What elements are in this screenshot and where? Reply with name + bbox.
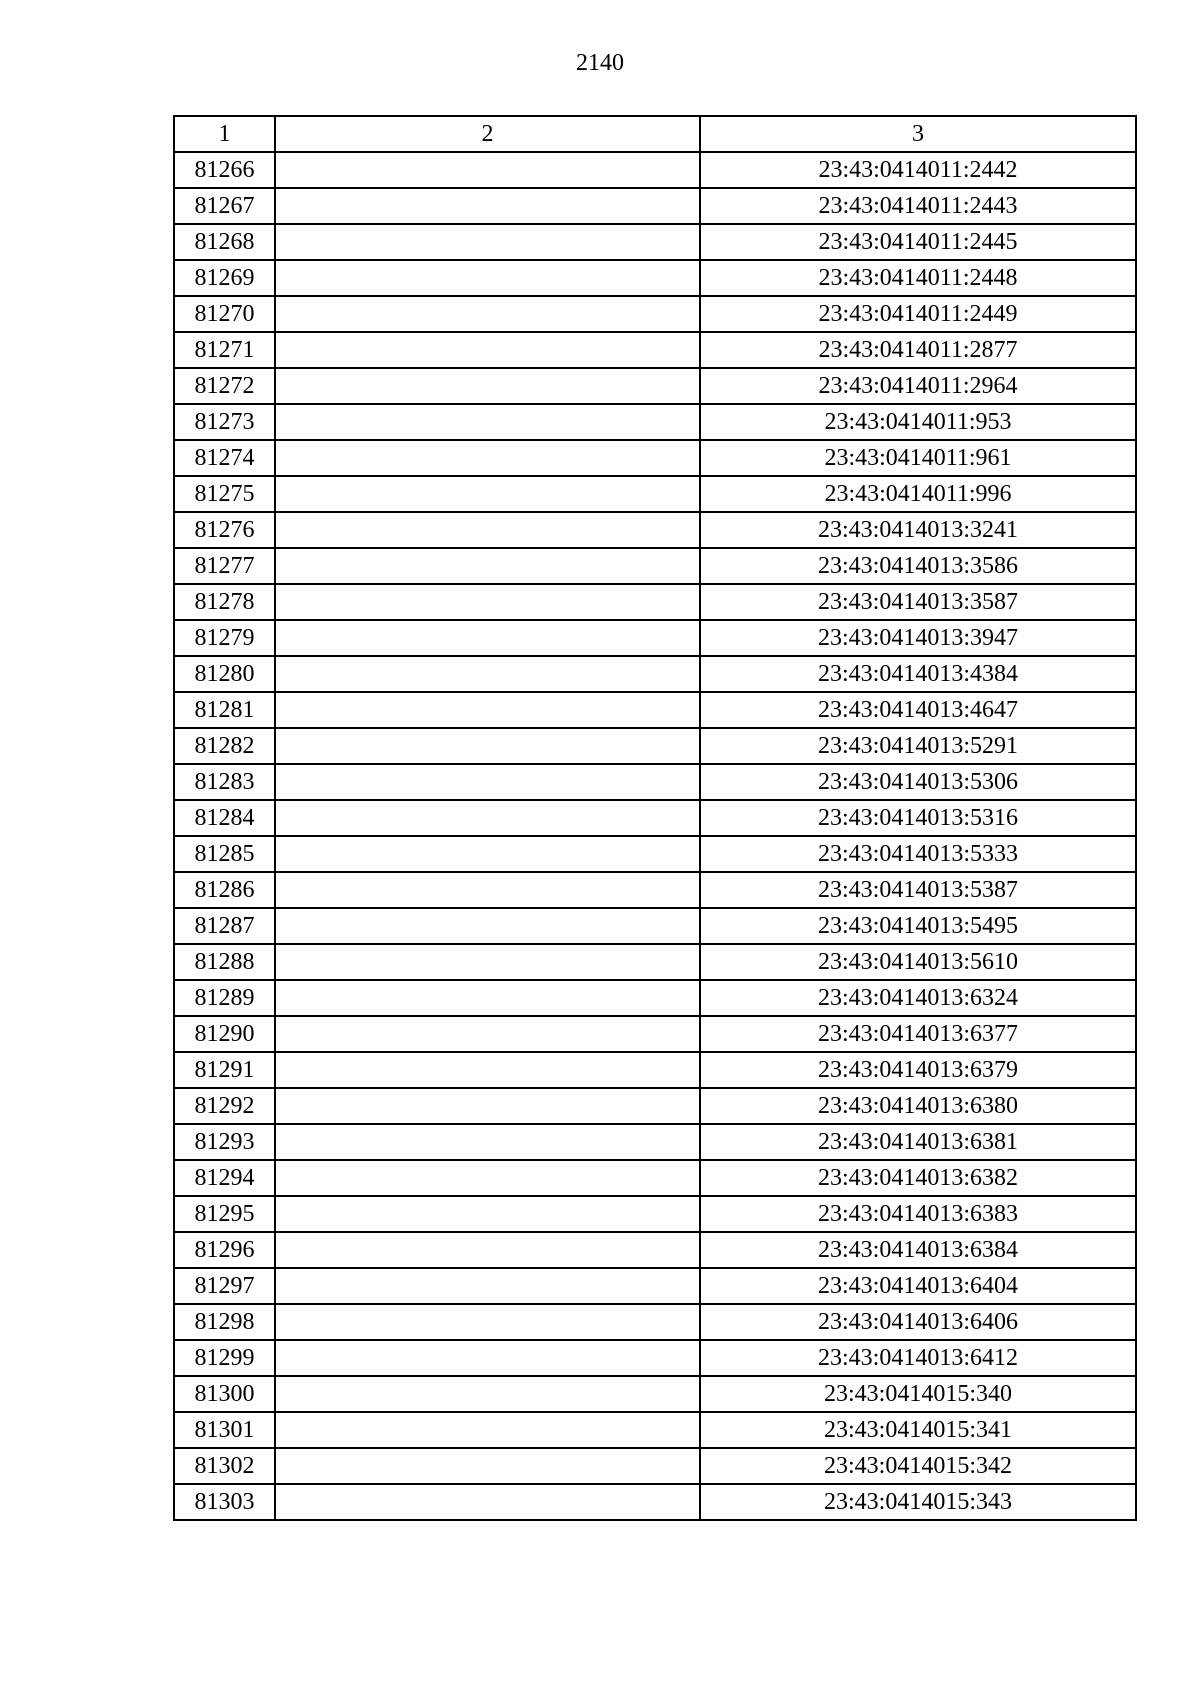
table-row bbox=[174, 1268, 1136, 1304]
cadastral-number-cell: 23:43:0414013:5610 bbox=[700, 944, 1136, 980]
description-cell bbox=[275, 584, 700, 620]
description-cell bbox=[275, 404, 700, 440]
row-number-cell: 81296 bbox=[174, 1232, 275, 1268]
table-row bbox=[174, 1340, 1136, 1376]
cadastral-number-cell: 23:43:0414011:2442 bbox=[700, 152, 1136, 188]
cadastral-number-cell: 23:43:0414013:5387 bbox=[700, 872, 1136, 908]
row-number-cell: 81287 bbox=[174, 908, 275, 944]
description-cell bbox=[275, 1232, 700, 1268]
cadastral-number-cell: 23:43:0414011:2443 bbox=[700, 188, 1136, 224]
row-number-cell: 81278 bbox=[174, 584, 275, 620]
cadastral-number-cell: 23:43:0414013:5316 bbox=[700, 800, 1136, 836]
description-cell bbox=[275, 548, 700, 584]
cadastral-number-cell: 23:43:0414011:2445 bbox=[700, 224, 1136, 260]
cadastral-number-cell: 23:43:0414011:2448 bbox=[700, 260, 1136, 296]
row-number-cell: 81266 bbox=[174, 152, 275, 188]
row-number-cell: 81291 bbox=[174, 1052, 275, 1088]
table-row bbox=[174, 1304, 1136, 1340]
description-cell bbox=[275, 332, 700, 368]
row-number-cell: 81279 bbox=[174, 620, 275, 656]
cadastral-number-cell: 23:43:0414013:4647 bbox=[700, 692, 1136, 728]
cadastral-number-cell: 23:43:0414013:6382 bbox=[700, 1160, 1136, 1196]
cadastral-number-cell: 23:43:0414015:341 bbox=[700, 1412, 1136, 1448]
description-cell bbox=[275, 1340, 700, 1376]
row-number-cell: 81294 bbox=[174, 1160, 275, 1196]
cadastral-number-cell: 23:43:0414011:996 bbox=[700, 476, 1136, 512]
cadastral-number-cell: 23:43:0414011:2449 bbox=[700, 296, 1136, 332]
description-cell bbox=[275, 1160, 700, 1196]
table-row bbox=[174, 1448, 1136, 1484]
row-number-cell: 81282 bbox=[174, 728, 275, 764]
table-row bbox=[174, 152, 1136, 188]
cadastral-number-cell: 23:43:0414011:953 bbox=[700, 404, 1136, 440]
registry-table bbox=[173, 115, 1137, 1521]
row-number-cell: 81277 bbox=[174, 548, 275, 584]
description-cell bbox=[275, 1484, 700, 1520]
table-body bbox=[174, 152, 1136, 1520]
table-row bbox=[174, 620, 1136, 656]
table-row bbox=[174, 188, 1136, 224]
cadastral-number-cell: 23:43:0414013:6412 bbox=[700, 1340, 1136, 1376]
row-number-cell: 81285 bbox=[174, 836, 275, 872]
description-cell bbox=[275, 872, 700, 908]
row-number-cell: 81302 bbox=[174, 1448, 275, 1484]
cadastral-number-cell: 23:43:0414013:6379 bbox=[700, 1052, 1136, 1088]
table-row bbox=[174, 656, 1136, 692]
row-number-cell: 81284 bbox=[174, 800, 275, 836]
table-row bbox=[174, 908, 1136, 944]
table-row bbox=[174, 1412, 1136, 1448]
description-cell bbox=[275, 692, 700, 728]
row-number-cell: 81289 bbox=[174, 980, 275, 1016]
description-cell bbox=[275, 224, 700, 260]
row-number-cell: 81286 bbox=[174, 872, 275, 908]
table-row bbox=[174, 1160, 1136, 1196]
cadastral-number-cell: 23:43:0414011:961 bbox=[700, 440, 1136, 476]
row-number-cell: 81272 bbox=[174, 368, 275, 404]
description-cell bbox=[275, 152, 700, 188]
table-row bbox=[174, 692, 1136, 728]
description-cell bbox=[275, 980, 700, 1016]
cadastral-number-cell: 23:43:0414015:343 bbox=[700, 1484, 1136, 1520]
column-header-2: 2 bbox=[275, 116, 700, 152]
row-number-cell: 81293 bbox=[174, 1124, 275, 1160]
row-number-cell: 81275 bbox=[174, 476, 275, 512]
description-cell bbox=[275, 440, 700, 476]
column-header-3: 3 bbox=[700, 116, 1136, 152]
row-number-cell: 81297 bbox=[174, 1268, 275, 1304]
cadastral-number-cell: 23:43:0414013:6383 bbox=[700, 1196, 1136, 1232]
cadastral-number-cell: 23:43:0414013:6380 bbox=[700, 1088, 1136, 1124]
row-number-cell: 81283 bbox=[174, 764, 275, 800]
table-row bbox=[174, 296, 1136, 332]
cadastral-number-cell: 23:43:0414013:6406 bbox=[700, 1304, 1136, 1340]
description-cell bbox=[275, 728, 700, 764]
description-cell bbox=[275, 1376, 700, 1412]
table-row bbox=[174, 332, 1136, 368]
cadastral-number-cell: 23:43:0414013:5291 bbox=[700, 728, 1136, 764]
table-row bbox=[174, 1232, 1136, 1268]
table-row bbox=[174, 1124, 1136, 1160]
row-number-cell: 81299 bbox=[174, 1340, 275, 1376]
table-row bbox=[174, 1052, 1136, 1088]
description-cell bbox=[275, 944, 700, 980]
row-number-cell: 81267 bbox=[174, 188, 275, 224]
description-cell bbox=[275, 476, 700, 512]
table-row bbox=[174, 1196, 1136, 1232]
description-cell bbox=[275, 908, 700, 944]
cadastral-number-cell: 23:43:0414013:5333 bbox=[700, 836, 1136, 872]
cadastral-number-cell: 23:43:0414011:2877 bbox=[700, 332, 1136, 368]
page-number: 2140 bbox=[576, 50, 624, 76]
table-row bbox=[174, 944, 1136, 980]
description-cell bbox=[275, 512, 700, 548]
description-cell bbox=[275, 368, 700, 404]
table-row bbox=[174, 548, 1136, 584]
cadastral-number-cell: 23:43:0414013:3241 bbox=[700, 512, 1136, 548]
cadastral-number-cell: 23:43:0414015:340 bbox=[700, 1376, 1136, 1412]
table-row bbox=[174, 404, 1136, 440]
table-row bbox=[174, 1484, 1136, 1520]
description-cell bbox=[275, 260, 700, 296]
cadastral-number-cell: 23:43:0414013:6384 bbox=[700, 1232, 1136, 1268]
row-number-cell: 81290 bbox=[174, 1016, 275, 1052]
table-header bbox=[174, 116, 1136, 152]
row-number-cell: 81268 bbox=[174, 224, 275, 260]
column-header-1: 1 bbox=[174, 116, 275, 152]
description-cell bbox=[275, 620, 700, 656]
description-cell bbox=[275, 1268, 700, 1304]
cadastral-number-cell: 23:43:0414013:6404 bbox=[700, 1268, 1136, 1304]
table-row bbox=[174, 764, 1136, 800]
table-row bbox=[174, 800, 1136, 836]
row-number-cell: 81298 bbox=[174, 1304, 275, 1340]
cadastral-number-cell: 23:43:0414013:6324 bbox=[700, 980, 1136, 1016]
table-row bbox=[174, 1016, 1136, 1052]
table-row bbox=[174, 476, 1136, 512]
description-cell bbox=[275, 764, 700, 800]
table-row bbox=[174, 440, 1136, 476]
row-number-cell: 81274 bbox=[174, 440, 275, 476]
row-number-cell: 81300 bbox=[174, 1376, 275, 1412]
table-row bbox=[174, 836, 1136, 872]
row-number-cell: 81270 bbox=[174, 296, 275, 332]
cadastral-number-cell: 23:43:0414013:3586 bbox=[700, 548, 1136, 584]
row-number-cell: 81281 bbox=[174, 692, 275, 728]
description-cell bbox=[275, 188, 700, 224]
row-number-cell: 81301 bbox=[174, 1412, 275, 1448]
row-number-cell: 81273 bbox=[174, 404, 275, 440]
description-cell bbox=[275, 296, 700, 332]
table-row bbox=[174, 224, 1136, 260]
cadastral-number-cell: 23:43:0414013:3947 bbox=[700, 620, 1136, 656]
description-cell bbox=[275, 1124, 700, 1160]
header-row bbox=[174, 116, 1136, 152]
cadastral-number-cell: 23:43:0414013:4384 bbox=[700, 656, 1136, 692]
table-row bbox=[174, 368, 1136, 404]
row-number-cell: 81295 bbox=[174, 1196, 275, 1232]
description-cell bbox=[275, 1304, 700, 1340]
description-cell bbox=[275, 1016, 700, 1052]
description-cell bbox=[275, 1052, 700, 1088]
cadastral-number-cell: 23:43:0414015:342 bbox=[700, 1448, 1136, 1484]
table-row bbox=[174, 1088, 1136, 1124]
table-row bbox=[174, 728, 1136, 764]
description-cell bbox=[275, 1196, 700, 1232]
row-number-cell: 81271 bbox=[174, 332, 275, 368]
description-cell bbox=[275, 656, 700, 692]
cadastral-number-cell: 23:43:0414011:2964 bbox=[700, 368, 1136, 404]
row-number-cell: 81280 bbox=[174, 656, 275, 692]
row-number-cell: 81269 bbox=[174, 260, 275, 296]
description-cell bbox=[275, 1412, 700, 1448]
description-cell bbox=[275, 1088, 700, 1124]
table-row bbox=[174, 512, 1136, 548]
table-row bbox=[174, 1376, 1136, 1412]
table-row bbox=[174, 872, 1136, 908]
cadastral-number-cell: 23:43:0414013:5306 bbox=[700, 764, 1136, 800]
table-row bbox=[174, 260, 1136, 296]
cadastral-number-cell: 23:43:0414013:5495 bbox=[700, 908, 1136, 944]
row-number-cell: 81276 bbox=[174, 512, 275, 548]
table-row bbox=[174, 980, 1136, 1016]
cadastral-number-cell: 23:43:0414013:6381 bbox=[700, 1124, 1136, 1160]
description-cell bbox=[275, 836, 700, 872]
description-cell bbox=[275, 800, 700, 836]
cadastral-number-cell: 23:43:0414013:6377 bbox=[700, 1016, 1136, 1052]
row-number-cell: 81292 bbox=[174, 1088, 275, 1124]
row-number-cell: 81288 bbox=[174, 944, 275, 980]
description-cell bbox=[275, 1448, 700, 1484]
table-row bbox=[174, 584, 1136, 620]
row-number-cell: 81303 bbox=[174, 1484, 275, 1520]
cadastral-number-cell: 23:43:0414013:3587 bbox=[700, 584, 1136, 620]
